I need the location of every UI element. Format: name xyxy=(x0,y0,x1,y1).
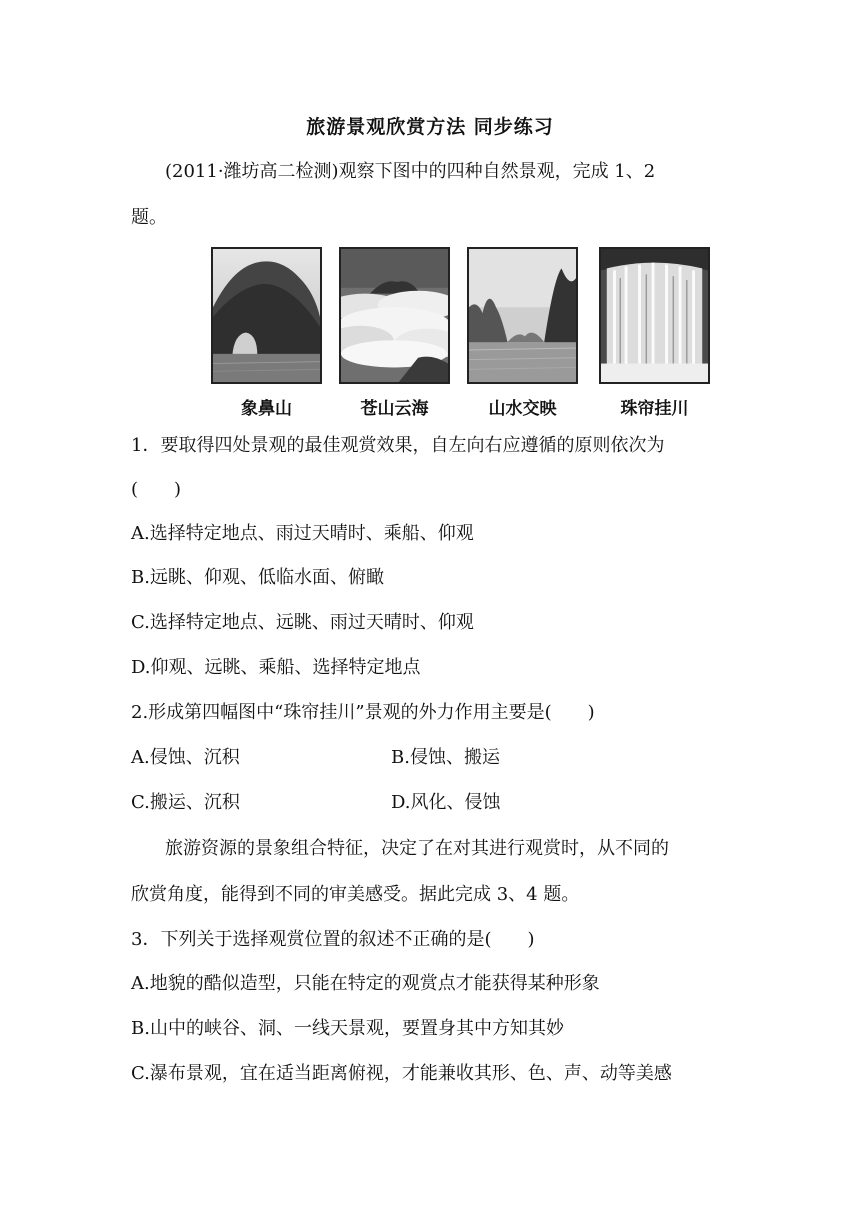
q1-option-c: C.选择特定地点、远眺、雨过天晴时、仰观 xyxy=(131,612,474,633)
intro-line-2: 题。 xyxy=(131,207,167,228)
passage-line-1: 旅游资源的景象组合特征，决定了在对其进行观赏时，从不同的 xyxy=(165,838,669,859)
q1-option-d: D.仰观、远眺、乘船、选择特定地点 xyxy=(131,657,421,678)
q3-option-a: A.地貌的酷似造型，只能在特定的观赏点才能获得某种形象 xyxy=(131,973,600,994)
caption-elephant-trunk-hill: 象鼻山 xyxy=(241,399,292,419)
q3-option-b: B.山中的峡谷、洞、一线天景观，要置身其中方知其妙 xyxy=(131,1018,564,1039)
q1-stem-line-1: 1．要取得四处景观的最佳观赏效果，自左向右应遵循的原则依次为 xyxy=(131,435,665,456)
q2-stem: 2.形成第四幅图中“珠帘挂川”景观的外力作用主要是( ) xyxy=(131,702,595,723)
elephant-trunk-hill-photo xyxy=(211,247,322,384)
q1-stem-line-2: ( ) xyxy=(131,479,182,500)
mountain-river-photo xyxy=(467,247,578,384)
intro-line-1: (2011·潍坊高二检测)观察下图中的四种自然景观，完成 1、2 xyxy=(165,161,656,182)
caption-mountain-river: 山水交映 xyxy=(488,399,557,419)
caption-waterfall: 珠帘挂川 xyxy=(620,399,689,419)
q1-option-b: B.远眺、仰观、低临水面、俯瞰 xyxy=(131,567,384,588)
q3-stem: 3．下列关于选择观赏位置的叙述不正确的是( ) xyxy=(131,929,535,950)
q2-option-d: D.风化、侵蚀 xyxy=(391,792,501,813)
caption-sea-of-clouds: 苍山云海 xyxy=(360,399,429,419)
q2-option-c: C.搬运、沉积 xyxy=(131,792,240,813)
q3-option-c: C.瀑布景观，宜在适当距离俯视，才能兼收其形、色、声、动等美感 xyxy=(131,1063,672,1084)
q1-option-a: A.选择特定地点、雨过天晴时、乘船、仰观 xyxy=(131,523,474,544)
q2-option-b: B.侵蚀、搬运 xyxy=(391,747,500,768)
landscape-figure xyxy=(211,247,721,417)
document-title: 旅游景观欣赏方法 同步练习 xyxy=(306,116,554,138)
waterfall-photo xyxy=(599,247,710,384)
q2-option-a: A.侵蚀、沉积 xyxy=(131,747,240,768)
sea-of-clouds-photo xyxy=(339,247,450,384)
passage-line-2: 欣赏角度，能得到不同的审美感受。据此完成 3、4 题。 xyxy=(131,884,580,905)
